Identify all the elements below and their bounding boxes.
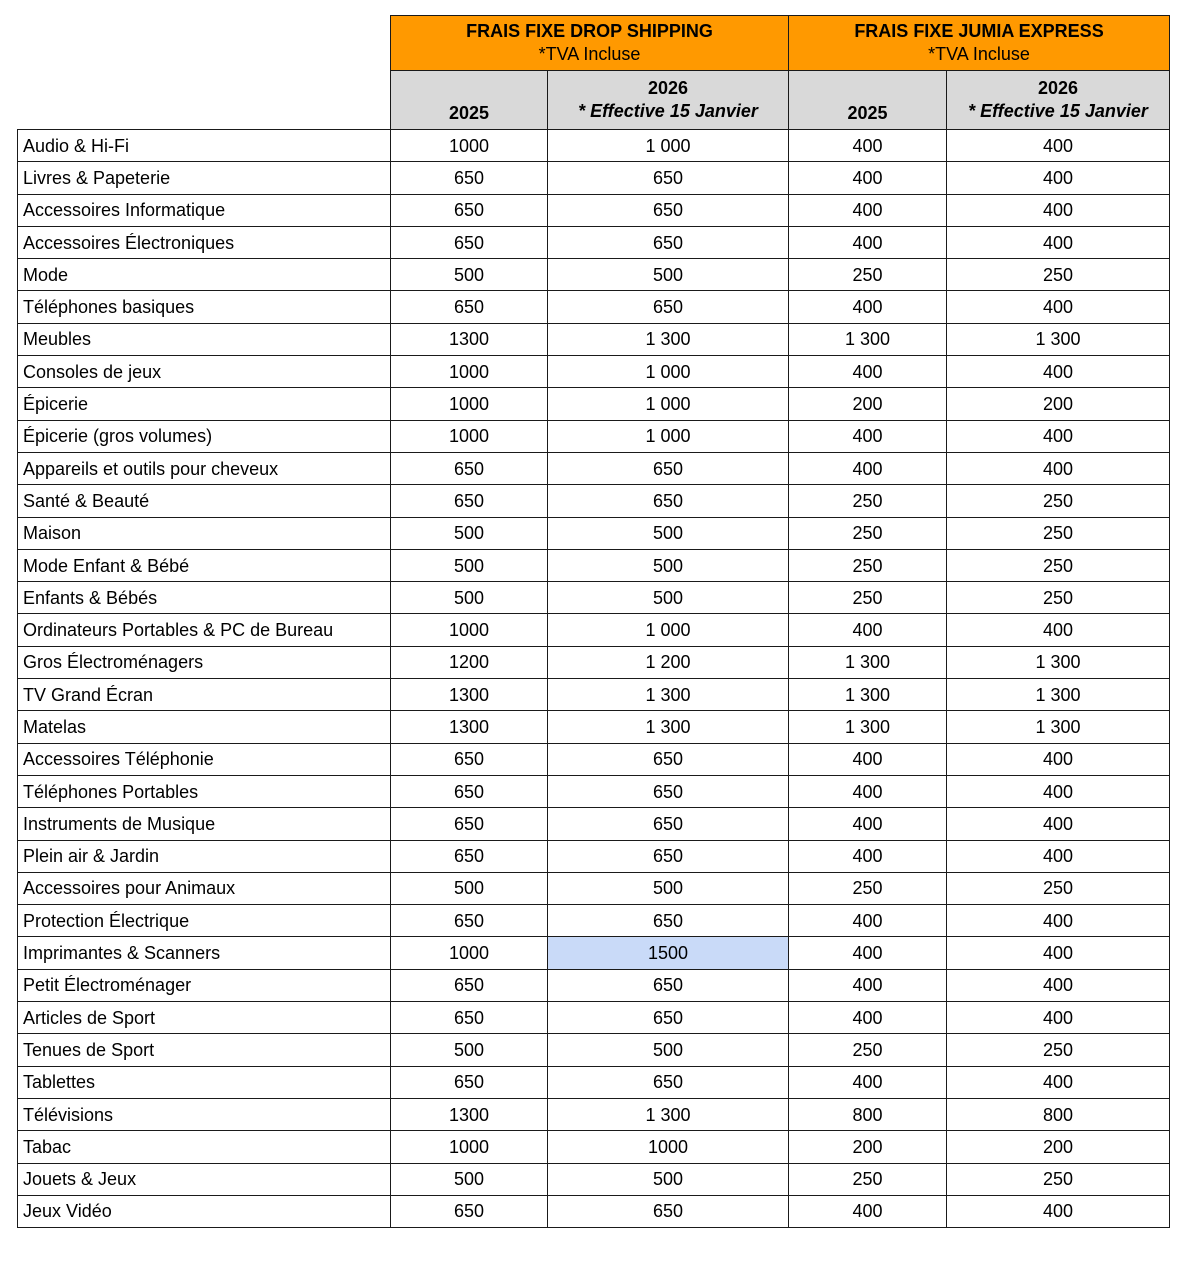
jumia-express-2026-cell: 400 (947, 162, 1170, 194)
table-row (18, 226, 1170, 258)
drop-shipping-2026-cell: 650 (548, 905, 789, 937)
drop-shipping-2026-cell: 500 (548, 259, 789, 291)
jumia-express-2026-cell: 400 (947, 194, 1170, 226)
table-row (18, 646, 1170, 678)
jumia-express-2026-cell: 250 (947, 1034, 1170, 1066)
drop-shipping-2025-cell: 650 (391, 905, 548, 937)
drop-shipping-2026-cell: 1500 (548, 937, 789, 969)
jumia-express-2026-cell: 250 (947, 1163, 1170, 1195)
category-cell: Tablettes (18, 1066, 391, 1098)
jumia-express-2026-cell: 1 300 (947, 646, 1170, 678)
year-header-ds-2025: 2025 (391, 71, 548, 130)
corner-blank (18, 71, 391, 130)
jumia-express-2025-cell: 400 (789, 969, 947, 1001)
drop-shipping-2025-cell: 650 (391, 743, 548, 775)
jumia-express-2026-cell: 1 300 (947, 323, 1170, 355)
category-cell: Tabac (18, 1131, 391, 1163)
category-cell: Consoles de jeux (18, 356, 391, 388)
drop-shipping-2025-cell: 650 (391, 840, 548, 872)
drop-shipping-2026-cell: 1 300 (548, 679, 789, 711)
jumia-express-2025-cell: 1 300 (789, 323, 947, 355)
group-header-row (18, 16, 1170, 71)
drop-shipping-2025-cell: 650 (391, 969, 548, 1001)
jumia-express-2026-cell: 400 (947, 614, 1170, 646)
effective-note: * Effective 15 Janvier (968, 101, 1148, 121)
category-cell: Appareils et outils pour cheveux (18, 452, 391, 484)
drop-shipping-2025-cell: 1000 (391, 420, 548, 452)
category-cell: Maison (18, 517, 391, 549)
category-cell: TV Grand Écran (18, 679, 391, 711)
category-cell: Jouets & Jeux (18, 1163, 391, 1195)
jumia-express-2026-cell: 250 (947, 259, 1170, 291)
drop-shipping-2026-cell: 650 (548, 226, 789, 258)
table-row (18, 905, 1170, 937)
table-row (18, 1163, 1170, 1195)
category-cell: Articles de Sport (18, 1002, 391, 1034)
jumia-express-2026-cell: 250 (947, 582, 1170, 614)
drop-shipping-2025-cell: 500 (391, 872, 548, 904)
drop-shipping-2025-cell: 1300 (391, 323, 548, 355)
drop-shipping-2026-cell: 500 (548, 1034, 789, 1066)
table-row (18, 356, 1170, 388)
category-cell: Téléphones basiques (18, 291, 391, 323)
jumia-express-2025-cell: 1 300 (789, 646, 947, 678)
jumia-express-2026-cell: 400 (947, 969, 1170, 1001)
drop-shipping-2025-cell: 1300 (391, 679, 548, 711)
category-cell: Instruments de Musique (18, 808, 391, 840)
jumia-express-2026-cell: 200 (947, 388, 1170, 420)
drop-shipping-2025-cell: 1000 (391, 388, 548, 420)
drop-shipping-2026-cell: 1000 (548, 1131, 789, 1163)
table-row (18, 194, 1170, 226)
jumia-express-2025-cell: 400 (789, 452, 947, 484)
drop-shipping-2026-cell: 650 (548, 1195, 789, 1227)
jumia-express-2026-cell: 400 (947, 420, 1170, 452)
jumia-express-2026-cell: 400 (947, 291, 1170, 323)
drop-shipping-2025-cell: 1300 (391, 711, 548, 743)
table-row (18, 969, 1170, 1001)
jumia-express-2025-cell: 400 (789, 130, 947, 162)
drop-shipping-2025-cell: 500 (391, 1034, 548, 1066)
jumia-express-2025-cell: 400 (789, 840, 947, 872)
jumia-express-2025-cell: 250 (789, 872, 947, 904)
jumia-express-2026-cell: 800 (947, 1098, 1170, 1130)
category-cell: Protection Électrique (18, 905, 391, 937)
drop-shipping-2025-cell: 650 (391, 1195, 548, 1227)
year-header-row (18, 71, 1170, 130)
jumia-express-2025-cell: 400 (789, 291, 947, 323)
drop-shipping-2026-cell: 500 (548, 582, 789, 614)
drop-shipping-2026-cell: 500 (548, 549, 789, 581)
table-row (18, 1098, 1170, 1130)
jumia-express-2025-cell: 400 (789, 775, 947, 807)
table-row (18, 162, 1170, 194)
jumia-express-2025-cell: 250 (789, 549, 947, 581)
jumia-express-2026-cell: 250 (947, 549, 1170, 581)
jumia-express-2026-cell: 400 (947, 743, 1170, 775)
jumia-express-2026-cell: 1 300 (947, 679, 1170, 711)
drop-shipping-2026-cell: 1 000 (548, 614, 789, 646)
category-cell: Plein air & Jardin (18, 840, 391, 872)
category-cell: Petit Électroménager (18, 969, 391, 1001)
category-cell: Épicerie (18, 388, 391, 420)
drop-shipping-2025-cell: 1000 (391, 1131, 548, 1163)
drop-shipping-2025-cell: 500 (391, 1163, 548, 1195)
jumia-express-2025-cell: 250 (789, 1034, 947, 1066)
category-cell: Enfants & Bébés (18, 582, 391, 614)
jumia-express-2026-cell: 200 (947, 1131, 1170, 1163)
jumia-express-2025-cell: 400 (789, 356, 947, 388)
drop-shipping-2026-cell: 1 000 (548, 420, 789, 452)
drop-shipping-2026-cell: 1 000 (548, 130, 789, 162)
jumia-express-2026-cell: 400 (947, 1195, 1170, 1227)
table-row (18, 679, 1170, 711)
drop-shipping-2026-cell: 650 (548, 162, 789, 194)
jumia-express-2026-cell: 250 (947, 485, 1170, 517)
category-cell: Santé & Beauté (18, 485, 391, 517)
category-cell: Épicerie (gros volumes) (18, 420, 391, 452)
category-cell: Téléphones Portables (18, 775, 391, 807)
table-row (18, 1195, 1170, 1227)
table-row (18, 775, 1170, 807)
jumia-express-2026-cell: 400 (947, 937, 1170, 969)
drop-shipping-2025-cell: 500 (391, 549, 548, 581)
table-row (18, 420, 1170, 452)
drop-shipping-2025-cell: 1000 (391, 130, 548, 162)
drop-shipping-2026-cell: 650 (548, 969, 789, 1001)
drop-shipping-2026-cell: 1 300 (548, 1098, 789, 1130)
drop-shipping-2025-cell: 500 (391, 517, 548, 549)
drop-shipping-2026-cell: 650 (548, 452, 789, 484)
drop-shipping-2026-cell: 1 000 (548, 356, 789, 388)
jumia-express-2025-cell: 400 (789, 905, 947, 937)
fees-table (17, 15, 1170, 1228)
drop-shipping-2026-cell: 650 (548, 743, 789, 775)
drop-shipping-2026-cell: 500 (548, 1163, 789, 1195)
drop-shipping-2026-cell: 650 (548, 194, 789, 226)
table-row (18, 1002, 1170, 1034)
jumia-express-2025-cell: 250 (789, 582, 947, 614)
jumia-express-2026-cell: 400 (947, 1066, 1170, 1098)
jumia-express-2025-cell: 400 (789, 226, 947, 258)
table-row (18, 840, 1170, 872)
drop-shipping-2026-cell: 1 300 (548, 323, 789, 355)
category-cell: Meubles (18, 323, 391, 355)
jumia-express-2026-cell: 400 (947, 775, 1170, 807)
jumia-express-2025-cell: 250 (789, 1163, 947, 1195)
category-cell: Audio & Hi-Fi (18, 130, 391, 162)
corner-blank (18, 16, 391, 71)
table-row (18, 937, 1170, 969)
table-row (18, 872, 1170, 904)
drop-shipping-2025-cell: 1000 (391, 937, 548, 969)
table-row (18, 517, 1170, 549)
drop-shipping-2026-cell: 650 (548, 840, 789, 872)
jumia-express-2025-cell: 250 (789, 259, 947, 291)
drop-shipping-2026-cell: 1 300 (548, 711, 789, 743)
drop-shipping-2026-cell: 650 (548, 775, 789, 807)
jumia-express-2025-cell: 1 300 (789, 679, 947, 711)
group-subtitle: *TVA Incluse (538, 44, 641, 64)
table-row (18, 1034, 1170, 1066)
group-title: FRAIS FIXE JUMIA EXPRESS (854, 21, 1104, 41)
drop-shipping-2025-cell: 650 (391, 226, 548, 258)
category-cell: Ordinateurs Portables & PC de Bureau (18, 614, 391, 646)
drop-shipping-2025-cell: 650 (391, 162, 548, 194)
category-cell: Accessoires pour Animaux (18, 872, 391, 904)
group-header-jumia-express (789, 16, 1170, 71)
effective-note: * Effective 15 Janvier (578, 101, 758, 121)
table-row (18, 452, 1170, 484)
jumia-express-2026-cell: 400 (947, 452, 1170, 484)
year-label: 2026 (647, 78, 689, 98)
jumia-express-2026-cell: 400 (947, 840, 1170, 872)
drop-shipping-2026-cell: 650 (548, 485, 789, 517)
table-row (18, 1066, 1170, 1098)
group-title: FRAIS FIXE DROP SHIPPING (466, 21, 713, 41)
category-cell: Tenues de Sport (18, 1034, 391, 1066)
drop-shipping-2025-cell: 500 (391, 259, 548, 291)
jumia-express-2025-cell: 400 (789, 1066, 947, 1098)
jumia-express-2026-cell: 250 (947, 872, 1170, 904)
table-row (18, 388, 1170, 420)
jumia-express-2025-cell: 250 (789, 517, 947, 549)
drop-shipping-2025-cell: 1000 (391, 614, 548, 646)
jumia-express-2026-cell: 400 (947, 1002, 1170, 1034)
jumia-express-2026-cell: 1 300 (947, 711, 1170, 743)
jumia-express-2025-cell: 1 300 (789, 711, 947, 743)
table-row (18, 130, 1170, 162)
category-cell: Télévisions (18, 1098, 391, 1130)
group-subtitle: *TVA Incluse (928, 44, 1030, 64)
drop-shipping-2025-cell: 500 (391, 582, 548, 614)
drop-shipping-2026-cell: 1 200 (548, 646, 789, 678)
category-cell: Mode Enfant & Bébé (18, 549, 391, 581)
table-row (18, 323, 1170, 355)
drop-shipping-2025-cell: 650 (391, 291, 548, 323)
jumia-express-2026-cell: 400 (947, 808, 1170, 840)
drop-shipping-2025-cell: 650 (391, 194, 548, 226)
table-row (18, 549, 1170, 581)
category-cell: Matelas (18, 711, 391, 743)
table-row (18, 808, 1170, 840)
jumia-express-2025-cell: 400 (789, 937, 947, 969)
category-cell: Imprimantes & Scanners (18, 937, 391, 969)
drop-shipping-2026-cell: 650 (548, 291, 789, 323)
drop-shipping-2025-cell: 650 (391, 808, 548, 840)
drop-shipping-2026-cell: 650 (548, 808, 789, 840)
drop-shipping-2025-cell: 650 (391, 1066, 548, 1098)
year-header-ds-2026 (548, 71, 789, 130)
jumia-express-2025-cell: 200 (789, 388, 947, 420)
jumia-express-2025-cell: 400 (789, 743, 947, 775)
group-header-drop-shipping (391, 16, 789, 71)
jumia-express-2025-cell: 400 (789, 162, 947, 194)
category-cell: Livres & Papeterie (18, 162, 391, 194)
jumia-express-2025-cell: 400 (789, 420, 947, 452)
category-cell: Mode (18, 259, 391, 291)
jumia-express-2025-cell: 200 (789, 1131, 947, 1163)
category-cell: Gros Électroménagers (18, 646, 391, 678)
drop-shipping-2025-cell: 650 (391, 485, 548, 517)
year-label: 2026 (1037, 78, 1079, 98)
table-row (18, 291, 1170, 323)
jumia-express-2026-cell: 250 (947, 517, 1170, 549)
drop-shipping-2025-cell: 1300 (391, 1098, 548, 1130)
category-cell: Jeux Vidéo (18, 1195, 391, 1227)
table-row (18, 711, 1170, 743)
drop-shipping-2025-cell: 650 (391, 775, 548, 807)
jumia-express-2025-cell: 400 (789, 194, 947, 226)
drop-shipping-2025-cell: 1200 (391, 646, 548, 678)
jumia-express-2026-cell: 400 (947, 226, 1170, 258)
drop-shipping-2025-cell: 650 (391, 452, 548, 484)
year-header-je-2025: 2025 (789, 71, 947, 130)
jumia-express-2025-cell: 400 (789, 614, 947, 646)
table-row (18, 743, 1170, 775)
drop-shipping-2026-cell: 650 (548, 1002, 789, 1034)
drop-shipping-2026-cell: 500 (548, 517, 789, 549)
table-row (18, 582, 1170, 614)
jumia-express-2025-cell: 250 (789, 485, 947, 517)
drop-shipping-2025-cell: 650 (391, 1002, 548, 1034)
drop-shipping-2026-cell: 500 (548, 872, 789, 904)
jumia-express-2026-cell: 400 (947, 905, 1170, 937)
year-header-je-2026 (947, 71, 1170, 130)
table-row (18, 614, 1170, 646)
jumia-express-2025-cell: 400 (789, 1195, 947, 1227)
table-row (18, 1131, 1170, 1163)
table-row (18, 259, 1170, 291)
jumia-express-2025-cell: 400 (789, 1002, 947, 1034)
jumia-express-2026-cell: 400 (947, 356, 1170, 388)
jumia-express-2025-cell: 400 (789, 808, 947, 840)
jumia-express-2026-cell: 400 (947, 130, 1170, 162)
category-cell: Accessoires Informatique (18, 194, 391, 226)
drop-shipping-2025-cell: 1000 (391, 356, 548, 388)
category-cell: Accessoires Électroniques (18, 226, 391, 258)
drop-shipping-2026-cell: 1 000 (548, 388, 789, 420)
jumia-express-2025-cell: 800 (789, 1098, 947, 1130)
table-row (18, 485, 1170, 517)
drop-shipping-2026-cell: 650 (548, 1066, 789, 1098)
category-cell: Accessoires Téléphonie (18, 743, 391, 775)
